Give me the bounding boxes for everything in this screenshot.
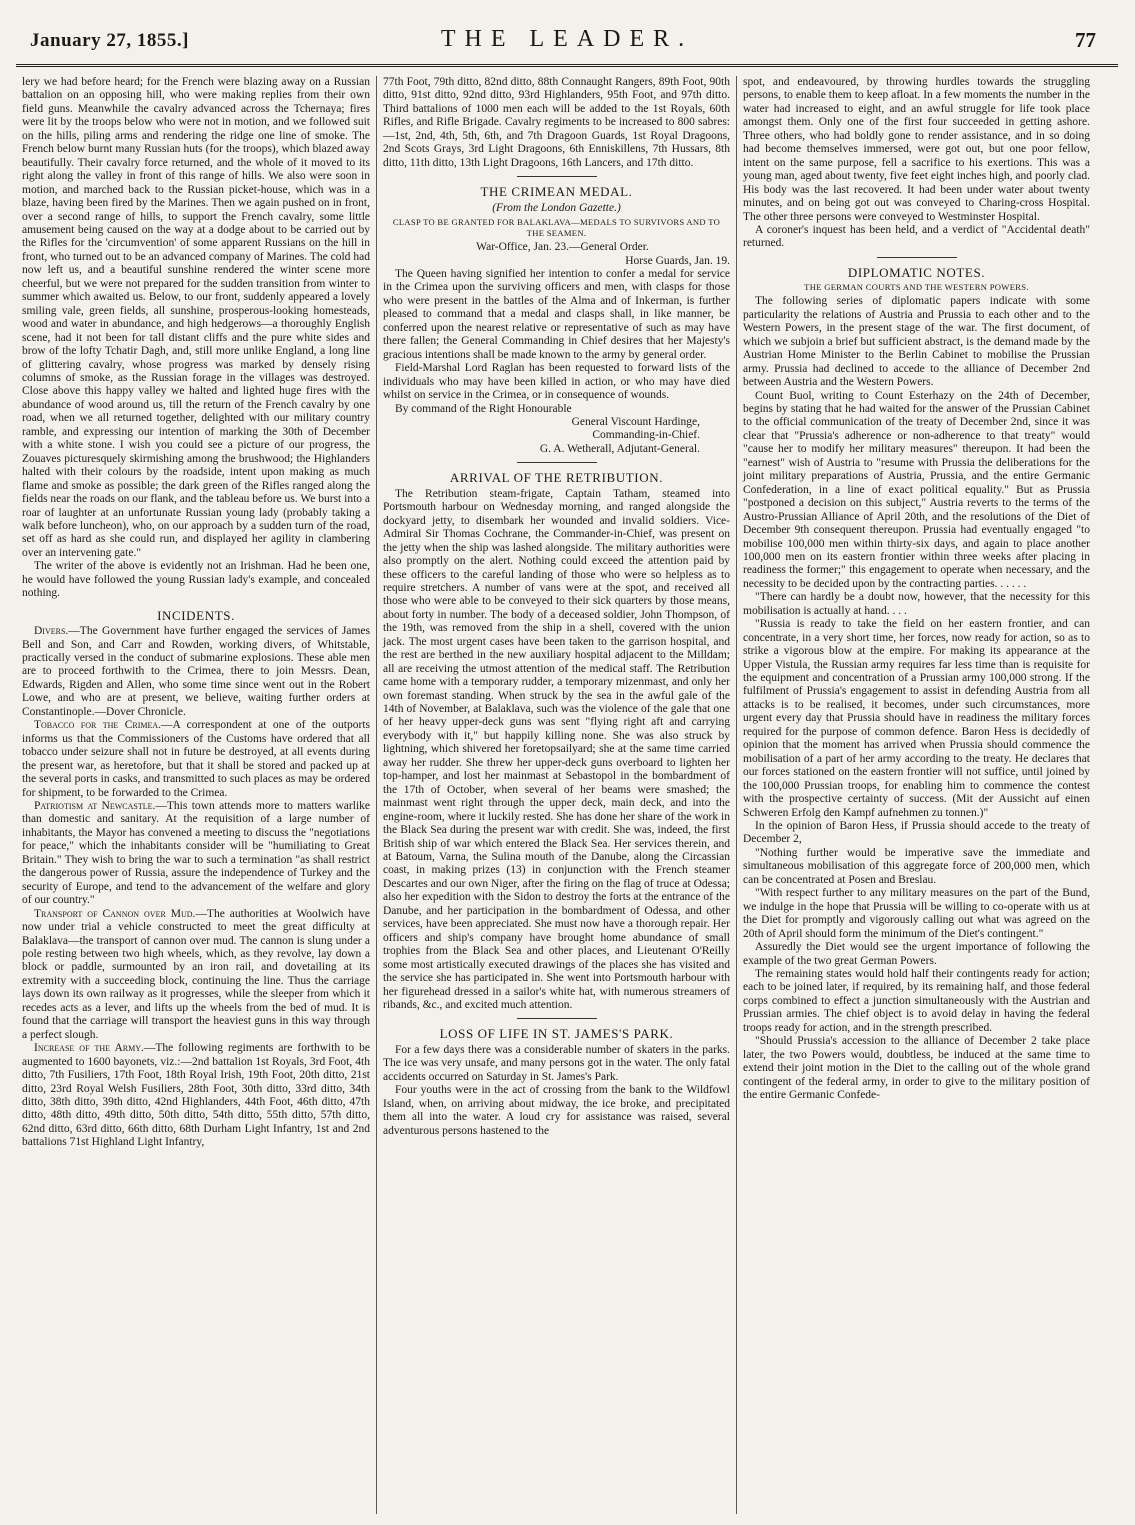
item-text: —The Government have further engaged the services of James Bell and Son, and Carr and Rowden, working divers, of Whitstable, practically versed in the conduct of submarine explosions. These able men are to proceed forthwith to the Crimea, there to join Messrs. Dean, Edwards, Rigden and Allen, who some time since went out in the Robert Lowe, and who are at present, we believe, waiting further orders at Constantinople.—Dover Chronicle.: [22, 625, 370, 718]
item-text: —The following regiments are forthwith to be augmented to 1600 bayonets, viz.:—2nd battalion 1st Royals, 3rd Foot, 4th ditto, 7th Fusiliers, 17th Foot, 18th Royal Irish, 19th Foot, 20th ditto, 21st ditto, 23rd Royal Welsh Fusiliers, 28th Foot, 30th ditto, 33rd ditto, 34th ditto, 38th ditto, 39th ditto, 42nd Highlanders, 44th Foot, 46th ditto, 47th ditto, 48th ditto, 49th ditto, 50th ditto, 54th ditto, 55th ditto, 57th ditto, 62nd ditto, 63rd ditto, 66th ditto, 68th Durham Light Infantry, 1st and 2nd battalions 71st Highland Light Infantry,: [22, 1042, 370, 1149]
section-title-loss: LOSS OF LIFE IN ST. JAMES'S PARK.: [439, 1026, 674, 1042]
article-text: lery we had before heard; for the French were blazing away on a Russian battalion on an opposing hill, who were making replies from their own field guns. Meanwhile the cavalry advanced across the Tchernaya; fires were lit by the troops below who were not in motion, and we followed suit on the hills, piling arms and rendering the ridge one line of smoke. The French below burnt many Russian huts (for the troops), which blazed away beautifully. Their cavalry force returned, and the whole of it moved to its right along the valley in front of this range of hills. We also were soon in motion, and marched back to the Russian picket-house, which was in a blaze, having been fired by the Marines. Then we again pushed on in front, over a second range of hills, to support the French cavalry, some little amusement being caused on the way at a dodge about to be carried out by the Rifles for the 'circumvention' of some apparent Russians on the hill in front, who turned out to be an advanced company of Marines. The cold had now left us, and a beautiful sunshine rendered the winter scene more cheerful, but we were not prepared for the sudden transition from winter to summer which awaited us. Below, to our front, suddenly appeared a lovely smiling vale, green fields, all sunshine, prosperous-looking homesteads, wood and water in abundance, and high hedgerows—a thoroughly English scene, had it not been for tall distant cliffs and the pure white sides and brow of the lofty Tchatir Dagh, and, still more unlike England, a long line of glittering cavalry, whose progress was marked by densely rising columns of smoke, as the Russian forage in the villages was destroyed. Close above this happy valley we halted and lighted huge fires with the abundance of wood around us, till the return of the French cavalry by one road, when we all returned together, delighted with our military country ramble, and expressing our intention of marking the 30th of December with a white stone. I wish you could see a picture of our progress, the Zouaves picturesquely skirmishing among the brushwood; the Highlanders halted with their colours by the roadside, intent upon making as much flame and smoke as possible; the dark green of the Rifles ranged along the fields near the roads on our flank, and the tableau before us. We burst into a roar of laughter at an unfortunate Russian young lady (probably taking a walk before luncheon), who, on our approach by a sudden turn of the road, set off as hard as she could run, and displayed her agility in clambering over an intervening gate.": [22, 76, 370, 559]
column-2: [376, 76, 736, 1514]
item-tobacco: [22, 719, 370, 800]
section-divider: [517, 176, 597, 177]
section-title-retribution: ARRIVAL OF THE RETRIBUTION.: [449, 470, 664, 486]
newspaper-title: THE LEADER.: [440, 26, 694, 52]
article-text: For a few days there was a considerable number of skaters in the parks. The ice was very unsafe, and many persons got in the water. The only fatal accidents occurred on Saturday in St. James's Park.: [383, 1043, 730, 1083]
section-caps: THE GERMAN COURTS AND THE WESTERN POWERS.: [804, 282, 1029, 293]
signature: Commanding-in-Chief.: [592, 429, 700, 442]
signature: G. A. Wetherall, Adjutant-General.: [539, 442, 700, 455]
section-caps: CLASP TO BE GRANTED FOR BALAKLAVA—MEDALS TO SURVIVORS AND TO THE SEAMEN.: [392, 217, 721, 239]
dateline: Horse Guards, Jan. 19.: [625, 254, 730, 267]
article-text: A coroner's inquest has been held, and a verdict of "Accidental death" returned.: [743, 223, 1090, 250]
item-lead: Divers.: [34, 625, 69, 638]
article-text: The following series of diplomatic papers indicate with some particularity the relations of Austria and Prussia to each other and to the Western Powers, in the present stage of the war. The first document, of which we subjoin a brief but sufficient abstract, is the demand made by the Austrian Home Minister to the Berlin Cabinet to mobilise the Prussian army. Prussia had declined to accede to the alliance of December 2nd between Austria and the Western Powers.: [743, 295, 1090, 389]
item-increase: [22, 1042, 370, 1150]
item-lead: Tobacco for the Crimea.: [34, 719, 162, 732]
article-text: Field-Marshal Lord Raglan has been requested to forward lists of the individuals who may have been killed in action, or who may have died whilst on service in the Crimea, or in consequence of wounds.: [383, 362, 730, 402]
dateline: War-Office, Jan. 23.—General Order.: [476, 241, 649, 254]
newspaper-page: [16, 14, 1118, 1514]
article-text: The remaining states would hold half their contingents ready for action; each to be joined later, if required, by its remaining half, and those federal corps combined to effect a junction simultaneously with the Austrian and Prussian armies. The chief object is to avoid delay in having the federal troops ready for action, and in the strength prescribed.: [743, 968, 1090, 1034]
item-lead: Patriotism at Newcastle.: [34, 800, 156, 813]
article-text: "Should Prussia's accession to the alliance of December 2 take place later, the two Powers would, doubtless, be induced at the same time to extend their joint motion in the Diet to the calling out of the whole grand contingent of the federal army, in order to give to the military position of the entire Germanic Confede-: [743, 1035, 1090, 1102]
item-lead: Increase of the Army.: [34, 1042, 144, 1055]
column-1: [16, 76, 376, 1514]
columns: [16, 76, 1118, 1514]
article-text: 77th Foot, 79th ditto, 82nd ditto, 88th Connaught Rangers, 89th Foot, 90th ditto, 91st ditto, 92nd ditto, 93rd Highlanders, 95th Foot, and 97th ditto. Third battalions of 1000 men each will be added to the 1st Royals, 60th Rifles, and Rifle Brigade. Cavalry regiments to be increased to 800 sabres:—1st, 2nd, 4th, 5th, 6th, and 7th Dragoon Guards, 1st Royal Dragoons, 2nd Scots Grays, 3rd Light Dragoons, 6th Enniskillens, 7th Hussars, 8th ditto, 11th ditto, 13th Light Dragoons, 16th Lancers, and 17th ditto.: [383, 76, 730, 169]
item-lead: Transport of Cannon over Mud.: [34, 907, 196, 920]
section-title-incidents: INCIDENTS.: [157, 607, 235, 623]
item-divers: [22, 625, 370, 719]
item-text: —This town attends more to matters warlike than domestic and sanitary. At the requisition of a large number of inhabitants, the Mayor has convened a meeting to discuss the "negotiations for peace," which the inhabitants consider will be "humiliating to Great Britain." They wish to bring the war to such a termination "as shall restrict the dangerous power of Russia, assure the independence of Turkey and the security of Europe, and tend to the advancement of the welfare and glory of our country.": [22, 800, 370, 907]
article-text: "With respect further to any military measures on the part of the Bund, we indulge in the hope that Prussia will be willing to co-operate with us at the Diet for promptly and vigorously calling out what was agreed on the 20th of April should form the minimum of the Diet's contingent.": [743, 887, 1090, 940]
issue-date: January 27, 1855.]: [30, 30, 189, 51]
masthead: [16, 14, 1118, 67]
section-divider: [517, 462, 597, 463]
item-transport: [22, 908, 370, 1043]
signature: General Viscount Hardinge,: [571, 415, 700, 428]
article-text: "There can hardly be a doubt now, however, that the necessity for this mobilisation is actually at hand. . . .: [743, 591, 1090, 617]
item-patriotism: [22, 800, 370, 908]
article-text: "Russia is ready to take the field on her eastern frontier, and can concentrate, in a very short time, her forces, now ready for action, so as to strike a vigorous blow at the empire. For making its appearance at the Upper Vistula, the Russian army requires far less time than is requisite for the equipment and concentration of a Prussian army 100,000 strong. If the fulfilment of Prussia's engagement to assist in defending Austria from all attacks is to be realised, it becomes, under such circumstances, more urgent every day that Prussia should have in readiness the military forces required for the purpose of common defence. Baron Hess is decidedly of opinion that the moment has arrived when Prussia should commence the mobilisation of a part of her army according to the treaty. He declares that our forces stationed on the eastern frontier will not suffice, until joined by the 100,000 Prussian troops, for enabling him to commence the contest with the prospective certainty of success. (Mit der Aussicht auf einen Schweren Erfolg den Kampf aufnehmen zu tonnen.)": [743, 618, 1090, 819]
article-text: Assuredly the Diet would see the urgent importance of following the example of the two great German Powers.: [743, 941, 1090, 967]
article-text: In the opinion of Baron Hess, if Prussia should accede to the treaty of December 2,: [743, 820, 1090, 846]
article-text: "Nothing further would be imperative save the immediate and simultaneous mobilisation of this aggregate force of 200,000 men, which can be concentrated at Posen and Breslau.: [743, 846, 1090, 886]
article-text: By command of the Right Honourable: [395, 402, 572, 415]
section-divider: [877, 257, 957, 258]
article-text: The writer of the above is evidently not an Irishman. Had he been one, he would have followed the young Russian lady's example, and concealed nothing.: [22, 560, 370, 600]
section-title-medal: THE CRIMEAN MEDAL.: [480, 184, 633, 200]
article-text: The Retribution steam-frigate, Captain Tatham, steamed into Portsmouth harbour on Wednesday morning, and ranged alongside the dockyard jetty, to disembark her wounded and invalid soldiers. Vice-Admiral Sir Thomas Cochrane, the Commander-in-Chief, was present on the jetty when the ship was lashed alongside. The military authorities were also promptly on the alert. Nothing could exceed the attention paid by these officers to the careful landing of those who were so helpless as to require stretchers. A number of vans were at the spot, and received all those who were able to be conveyed to their sick quarters by those means, about forty in number. The body of a deceased soldier, John Thompson, of the 19th, was removed from the ship in a shell, covered with the union jack. The most urgent cases have been taken to the garrison hospital, and the rest are berthed in the new auxiliary hospital adjacent to the Milldam; all are receiving the utmost attention of the medical staff. The Retribution came home with a temporary rudder, a temporary mizenmast, and only her own foremast standing. When struck by the sea in the awful gale of the 14th of November, at Balaklava, such was the violence of the gale that one of her heavy upper-deck guns was sent "flying right aft and carrying everybody with it," but happily killing none. She was also struck by lightning, which shivered her foretopsailyard; she at the same time carried away her rudder. She threw her upper-deck guns overboard to lighten her top-hamper, and lost her mainmast at Sebastopol in the bombardment of the 17th of October, when several of her beams were smashed; the mainmast went right through the upper deck, main deck, and into the engine-room, where it luckily rested. She has done her share of the work in the Black Sea during the present war with credit. She was, indeed, the first British ship of war which entered the Black Sea. Her services therein, and at Batoum, Varna, the Sulina mouth of the Danube, along the Circassian coast, in making prizes (13) in conjunction with the French steamer Descartes and our own Niger, after the firing on the flag of truce at Odessa; also her expedition with the Sidon to destroy the forts at the entrance of the Danube, and her participation in the bombardment of Odessa, and other services, have been appreciated. She must now have a thorough repair. Her officers and ship's company have brought home abundance of small trophies from the Black Sea and other places, and Lieutenant O'Reilly some most artistically executed drawings of the places she has visited and the service she has participated in. She went into Portsmouth harbour with her figurehead dressed in a sailor's white hat, with numerous streamers of ribands, &c., and excited much attention.: [383, 487, 730, 1011]
page-number: 77: [1075, 28, 1096, 52]
article-text: Count Buol, writing to Count Esterhazy on the 24th of December, begins by stating that he had waited for the answer of the Prussian Cabinet to the official communication of the treaty of December 2nd, since it was clear that "Prussia's adherence or non-adherence to that treaty" would "cause her to modify her military measures" thereupon. It had been the "earnest" wish of Austria to "resume with Prussia the deliberations for the joint military preparations of Austria, Prussia, and the entire Germanic Confederation, in a line of exact political equality." But as Prussia "postponed a decision on this subject," Austria reverts to the terms of the Austro-Prussian Alliance of April 20th, and the resolutions of the Diet of December 9th consequent thereupon. Prussia had eventually engaged "to mobilise 100,000 men within thirty-six days, and again to place another 100,000 men on its eastern frontier within three weeks after placing in readiness the former;" this engagement to operate when necessary, and the necessity to be decided upon by the contracting parties. . . . . .: [743, 389, 1090, 590]
section-title-diplomatic: DIPLOMATIC NOTES.: [847, 264, 986, 280]
section-subtitle: (From the London Gazette.): [492, 201, 621, 214]
article-text: The Queen having signified her intention to confer a medal for service in the Crimea upon the surviving officers and men, with clasps for those who were present in the battles of the Alma and of Inkerman, is further pleased to command that a medal and clasps shall, in like manner, be conferred upon the nearest relative or representative of such as may have there fallen; the General Commanding in Chief desires that her Majesty's gracious intentions shall be made known to the army by general order.: [383, 267, 730, 361]
section-divider: [517, 1018, 597, 1019]
article-text: Four youths were in the act of crossing from the bank to the Wildfowl Island, when, on arriving about midway, the ice broke, and precipitated them all into the water. A loud cry for assistance was raised, several adventurous persons hastened to the: [383, 1084, 730, 1137]
column-3: [736, 76, 1096, 1514]
item-text: —The authorities at Woolwich have now under trial a vehicle constructed to meet the great difficulty at Balaklava—the transport of cannon over mud. The cannon is slung under a pole resting between two high wheels, which, as they revolve, lay down a block or paddle, surmounted by an iron rail, and dovetailing at its extremity with a succeeding block, continuing the line. Thus the carriage lays down its own railway as it progresses, while the sleeper from which it recedes acts as a lever, and lifts up the wheels from the bed of mud. It is found that the carriage will transport the heaviest guns in this way through a perfect slough.: [22, 907, 370, 1041]
article-text: spot, and endeavoured, by throwing hurdles towards the struggling persons, to enable them to keep afloat. In a few moments the number in the water had increased to eight, and an awful struggle for life took place amongst them. Only one of the first four succeeded in getting ashore. Three others, who had boldly gone to render assistance, and in so doing had become themselves immersed, were got out, but one poor fellow, intent on the same purpose, fell a sacrifice to his exertions. This was a young man, aged about twenty, five feet eight inches high, and poorly clad. His body was the last recovered. It had been under water about twenty minutes, and on being got out was conveyed to Charing-cross Hospital. The other three persons were conveyed to Westminster Hospital.: [743, 76, 1090, 223]
item-text: —A correspondent at one of the outports informs us that the Commissioners of the Customs have ordered that all tobacco under seizure shall not in future be destroyed, at all events during the present war, as heretofore, but that it shall be stored and packed up at the several ports in casks, and transmitted to such places as may be ordered for shipment, to be forwarded to the Crimea.: [22, 719, 370, 799]
